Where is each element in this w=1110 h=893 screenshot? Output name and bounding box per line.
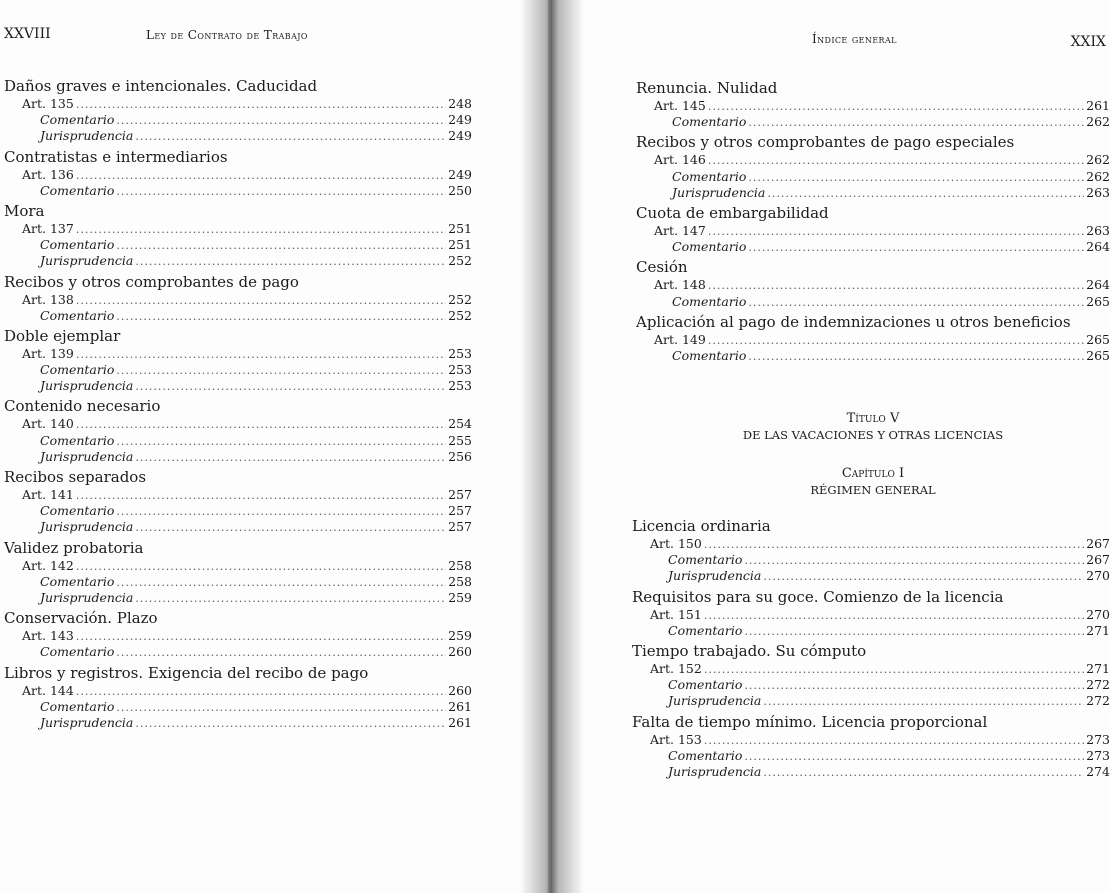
toc-row-page: 271 [1086, 622, 1110, 638]
toc-row-label: Comentario [40, 573, 115, 589]
toc-row [636, 294, 1110, 310]
toc-row-page: 271 [1086, 660, 1110, 676]
toc-section [4, 327, 472, 398]
dot-leader [708, 153, 1084, 169]
toc-section [636, 204, 1110, 258]
toc-row [4, 449, 472, 465]
right-running-header: Índice general [812, 32, 897, 46]
toc-row [4, 558, 472, 574]
titulo-heading [636, 411, 1110, 443]
toc-row-page: 249 [448, 166, 472, 182]
toc-row-page: 267 [1086, 552, 1110, 568]
toc-section-title: Recibos y otros comprobantes de pago especiales [636, 133, 1015, 152]
toc-row-label: Art. 147 [654, 222, 706, 238]
toc-row [4, 308, 472, 324]
toc-row-page: 257 [448, 503, 472, 519]
toc-row-label: Comentario [40, 237, 115, 253]
toc-row-page: 265 [1086, 293, 1110, 309]
dot-leader [708, 99, 1084, 115]
toc-row-page: 270 [1086, 606, 1110, 622]
toc-row [632, 693, 1110, 709]
toc-row-label: Art. 143 [22, 628, 74, 644]
toc-section [636, 133, 1110, 204]
toc-row-label: Comentario [40, 503, 115, 519]
dot-leader [708, 224, 1084, 240]
toc-row-page: 252 [448, 291, 472, 307]
toc-section [636, 79, 1110, 133]
toc-row [4, 346, 472, 362]
toc-row-page: 274 [1086, 763, 1110, 779]
dot-leader [763, 694, 1084, 710]
toc-row-page: 249 [448, 112, 472, 128]
toc-row [4, 112, 472, 128]
toc-row-page: 261 [448, 714, 472, 730]
toc-row-page: 273 [1086, 731, 1110, 747]
toc-row [4, 378, 472, 394]
toc-row-page: 272 [1086, 677, 1110, 693]
toc-row [4, 487, 472, 503]
toc-section-title: Daños graves e intencionales. Caducidad [4, 77, 318, 95]
toc-row-page: 262 [1086, 168, 1110, 184]
toc-row-label: Art. 151 [650, 606, 702, 622]
dot-leader [116, 113, 446, 129]
toc-row-label: Jurisprudencia [40, 519, 134, 535]
capitulo-name: RÉGIMEN GENERAL [810, 483, 936, 497]
toc-row-label: Jurisprudencia [672, 184, 766, 200]
toc-row-page: 265 [1086, 347, 1110, 363]
toc-row-label: Comentario [672, 168, 747, 184]
dot-leader [76, 222, 446, 238]
dot-leader [135, 591, 446, 607]
toc-row-label: Art. 138 [22, 291, 74, 307]
toc-row-page: 272 [1086, 693, 1110, 709]
dot-leader [744, 553, 1084, 569]
toc-row [632, 732, 1110, 748]
toc-row-page: 267 [1086, 536, 1110, 551]
toc-row [636, 332, 1110, 348]
toc-section [632, 642, 1110, 713]
toc-row-page: 260 [448, 682, 472, 698]
toc-row [4, 128, 472, 144]
toc-row [4, 253, 472, 269]
toc-row-label: Comentario [668, 552, 743, 568]
dot-leader [116, 575, 446, 591]
left-page [0, 0, 548, 893]
toc-row-page: 261 [448, 698, 472, 714]
toc-row [4, 574, 472, 590]
toc-section-title: Libros y registros. Exigencia del recibo de pago [4, 663, 369, 682]
toc-row [632, 607, 1110, 623]
toc-row-page: 265 [1086, 331, 1110, 347]
toc-row [4, 683, 472, 699]
toc-row [632, 568, 1110, 584]
toc-row-page: 251 [448, 237, 472, 253]
toc-section-title: Aplicación al pago de indemnizaciones u otros beneficios [636, 312, 1071, 331]
dot-leader [748, 240, 1084, 256]
toc-section [632, 713, 1110, 784]
toc-row-label: Jurisprudencia [40, 448, 134, 464]
dot-leader [704, 662, 1084, 678]
right-page [552, 0, 1110, 893]
toc-section-title: Mora [4, 201, 45, 220]
toc-row [4, 362, 472, 378]
toc-row [636, 169, 1110, 185]
toc-section [4, 539, 472, 610]
toc-section-title: Validez probatoria [4, 538, 144, 557]
dot-leader [76, 168, 446, 184]
toc-row-label: Comentario [672, 239, 747, 255]
toc-row-page: 259 [448, 628, 472, 644]
dot-leader [708, 278, 1084, 294]
toc-row-page: 262 [1086, 114, 1110, 130]
toc-row-page: 264 [1086, 239, 1110, 255]
toc-row-label: Art. 149 [654, 331, 706, 347]
toc-row [4, 183, 472, 199]
toc-row [632, 748, 1110, 764]
toc-row [636, 223, 1110, 239]
dot-leader [76, 629, 446, 645]
titulo-label: Título V [846, 411, 900, 426]
dot-leader [135, 450, 446, 466]
toc-section-title: Licencia ordinaria [632, 517, 771, 535]
toc-row [4, 503, 472, 519]
toc-row-label: Comentario [668, 677, 743, 693]
toc-section [636, 258, 1110, 312]
dot-leader [76, 488, 446, 504]
toc-section [4, 397, 472, 468]
toc-row-label: Jurisprudencia [40, 253, 134, 269]
toc-row [632, 764, 1110, 780]
dot-leader [76, 293, 446, 309]
toc-row [4, 699, 472, 715]
dot-leader [748, 295, 1084, 311]
dot-leader [116, 238, 446, 254]
toc-section-title: Doble ejemplar [4, 326, 121, 345]
toc-section [4, 273, 472, 327]
toc-row-label: Comentario [40, 362, 115, 378]
dot-leader [76, 347, 446, 363]
toc-row-label: Art. 152 [650, 660, 702, 676]
dot-leader [76, 559, 446, 575]
toc-row [632, 661, 1110, 677]
dot-leader [116, 645, 446, 661]
toc-row-label: Jurisprudencia [668, 763, 762, 779]
dot-leader [116, 184, 446, 200]
toc-row-page: 258 [448, 573, 472, 589]
toc-section-title: Recibos separados [4, 468, 147, 486]
dot-leader [748, 349, 1084, 365]
toc-section-title: Falta de tiempo mínimo. Licencia proporcional [632, 712, 988, 731]
toc-row-label: Jurisprudencia [40, 378, 134, 394]
right-page-number: XXIX [1070, 34, 1106, 50]
toc-row-label: Jurisprudencia [40, 714, 134, 730]
toc-row [4, 416, 472, 432]
dot-leader [708, 333, 1084, 349]
toc-row-label: Comentario [672, 114, 747, 130]
toc-section [4, 148, 472, 202]
toc-row-page: 252 [448, 307, 472, 323]
dot-leader [763, 569, 1084, 585]
dot-leader [135, 379, 446, 395]
toc-row-page: 270 [1086, 568, 1110, 584]
toc-section [4, 609, 472, 663]
toc-section-title: Renuncia. Nulidad [636, 79, 778, 97]
toc-row-label: Comentario [40, 432, 115, 448]
toc-section [4, 77, 472, 148]
toc-row [4, 292, 472, 308]
toc-row [4, 715, 472, 731]
toc-row-label: Art. 148 [654, 277, 706, 293]
dot-leader [704, 733, 1084, 749]
toc-row [4, 167, 472, 183]
dot-leader [748, 170, 1084, 186]
dot-leader [76, 417, 446, 433]
toc-row-label: Art. 140 [22, 416, 74, 432]
dot-leader [116, 504, 446, 520]
left-toc [4, 77, 472, 734]
toc-row-label: Art. 150 [650, 536, 702, 551]
toc-section [4, 202, 472, 273]
toc-section-title: Cuota de embargabilidad [636, 203, 829, 222]
toc-row-page: 273 [1086, 747, 1110, 763]
toc-row [632, 677, 1110, 693]
toc-section [4, 468, 472, 539]
toc-section [636, 313, 1110, 367]
toc-section-title: Recibos y otros comprobantes de pago [4, 272, 299, 291]
dot-leader [116, 700, 446, 716]
toc-row [4, 237, 472, 253]
toc-row [632, 552, 1110, 568]
toc-row-page: 252 [448, 253, 472, 269]
dot-leader [744, 749, 1084, 765]
toc-row [636, 348, 1110, 364]
toc-row-label: Comentario [40, 644, 115, 660]
toc-section-title: Contenido necesario [4, 397, 161, 416]
toc-row [4, 433, 472, 449]
toc-row-label: Jurisprudencia [40, 128, 134, 144]
toc-row-label: Art. 144 [22, 682, 74, 698]
toc-row-page: 257 [448, 487, 472, 502]
toc-row-label: Jurisprudencia [40, 589, 134, 605]
dot-leader [704, 537, 1084, 553]
dot-leader [748, 115, 1084, 131]
toc-row-page: 248 [448, 96, 472, 111]
toc-row-page: 255 [448, 432, 472, 448]
dot-leader [116, 363, 446, 379]
dot-leader [135, 254, 446, 270]
toc-row [636, 114, 1110, 130]
toc-row-label: Comentario [672, 347, 747, 363]
toc-section-title: Conservación. Plazo [4, 609, 158, 628]
toc-row [632, 623, 1110, 639]
toc-section-title: Requisitos para su goce. Comienzo de la licencia [632, 587, 1004, 606]
dot-leader [135, 129, 446, 145]
toc-row [4, 96, 472, 112]
toc-row-page: 250 [448, 182, 472, 198]
toc-row-label: Art. 137 [22, 220, 74, 236]
dot-leader [135, 520, 446, 536]
toc-row-page: 262 [1086, 152, 1110, 168]
toc-row-label: Art. 145 [654, 98, 706, 113]
toc-row-label: Jurisprudencia [668, 693, 762, 709]
toc-row-page: 249 [448, 128, 472, 144]
dot-leader [744, 624, 1084, 640]
toc-row-page: 263 [1086, 184, 1110, 200]
toc-section-title: Tiempo trabajado. Su cómputo [632, 641, 867, 660]
toc-row-label: Art. 146 [654, 152, 706, 168]
toc-row-page: 261 [1086, 98, 1110, 113]
toc-row-label: Art. 142 [22, 557, 74, 573]
toc-row [636, 277, 1110, 293]
toc-section [4, 664, 472, 735]
toc-row-page: 253 [448, 378, 472, 394]
dot-leader [76, 684, 446, 700]
toc-row-page: 263 [1086, 222, 1110, 238]
toc-row-page: 264 [1086, 277, 1110, 293]
toc-row [4, 628, 472, 644]
left-running-header: Ley de Contrato de Trabajo [146, 28, 308, 42]
dot-leader [744, 678, 1084, 694]
toc-section-title: Cesión [636, 258, 688, 277]
toc-row-page: 254 [448, 416, 472, 432]
capitulo-label: Capítulo I [841, 466, 905, 481]
toc-row-label: Comentario [668, 622, 743, 638]
toc-row-label: Art. 141 [22, 487, 74, 502]
capitulo-heading [636, 466, 1110, 498]
toc-section [632, 517, 1110, 588]
toc-row-page: 259 [448, 589, 472, 605]
toc-row-label: Jurisprudencia [668, 568, 762, 584]
toc-row-page: 253 [448, 345, 472, 361]
toc-row [636, 185, 1110, 201]
toc-row-label: Comentario [672, 293, 747, 309]
toc-row-label: Art. 139 [22, 345, 74, 361]
dot-leader [763, 765, 1084, 781]
toc-section [632, 588, 1110, 642]
toc-row [4, 644, 472, 660]
toc-row-page: 257 [448, 519, 472, 535]
dot-leader [116, 434, 446, 450]
dot-leader [76, 97, 446, 113]
dot-leader [135, 716, 446, 732]
toc-row-page: 256 [448, 448, 472, 464]
right-toc-upper [636, 79, 1110, 367]
toc-row-label: Art. 153 [650, 731, 702, 747]
toc-row-page: 253 [448, 362, 472, 378]
dot-leader [704, 608, 1084, 624]
dot-leader [767, 186, 1084, 202]
toc-row-page: 258 [448, 557, 472, 573]
dot-leader [116, 309, 446, 325]
toc-row-page: 260 [448, 644, 472, 660]
toc-row [4, 519, 472, 535]
toc-row-label: Art. 135 [22, 96, 74, 111]
toc-row [636, 239, 1110, 255]
toc-row-label: Comentario [40, 182, 115, 198]
toc-row [632, 536, 1110, 552]
toc-row-label: Comentario [40, 112, 115, 128]
toc-row-label: Comentario [40, 307, 115, 323]
toc-row-label: Art. 136 [22, 166, 74, 182]
left-page-number: XXVIII [4, 26, 51, 42]
toc-row [636, 152, 1110, 168]
toc-row [636, 98, 1110, 114]
toc-row-label: Comentario [668, 747, 743, 763]
toc-row [4, 590, 472, 606]
titulo-name: DE LAS VACACIONES Y OTRAS LICENCIAS [742, 428, 1004, 442]
right-toc-lower [632, 517, 1110, 783]
toc-row-page: 251 [448, 220, 472, 236]
toc-section-title: Contratistas e intermediarios [4, 147, 228, 166]
toc-row [4, 221, 472, 237]
toc-row-label: Comentario [40, 698, 115, 714]
